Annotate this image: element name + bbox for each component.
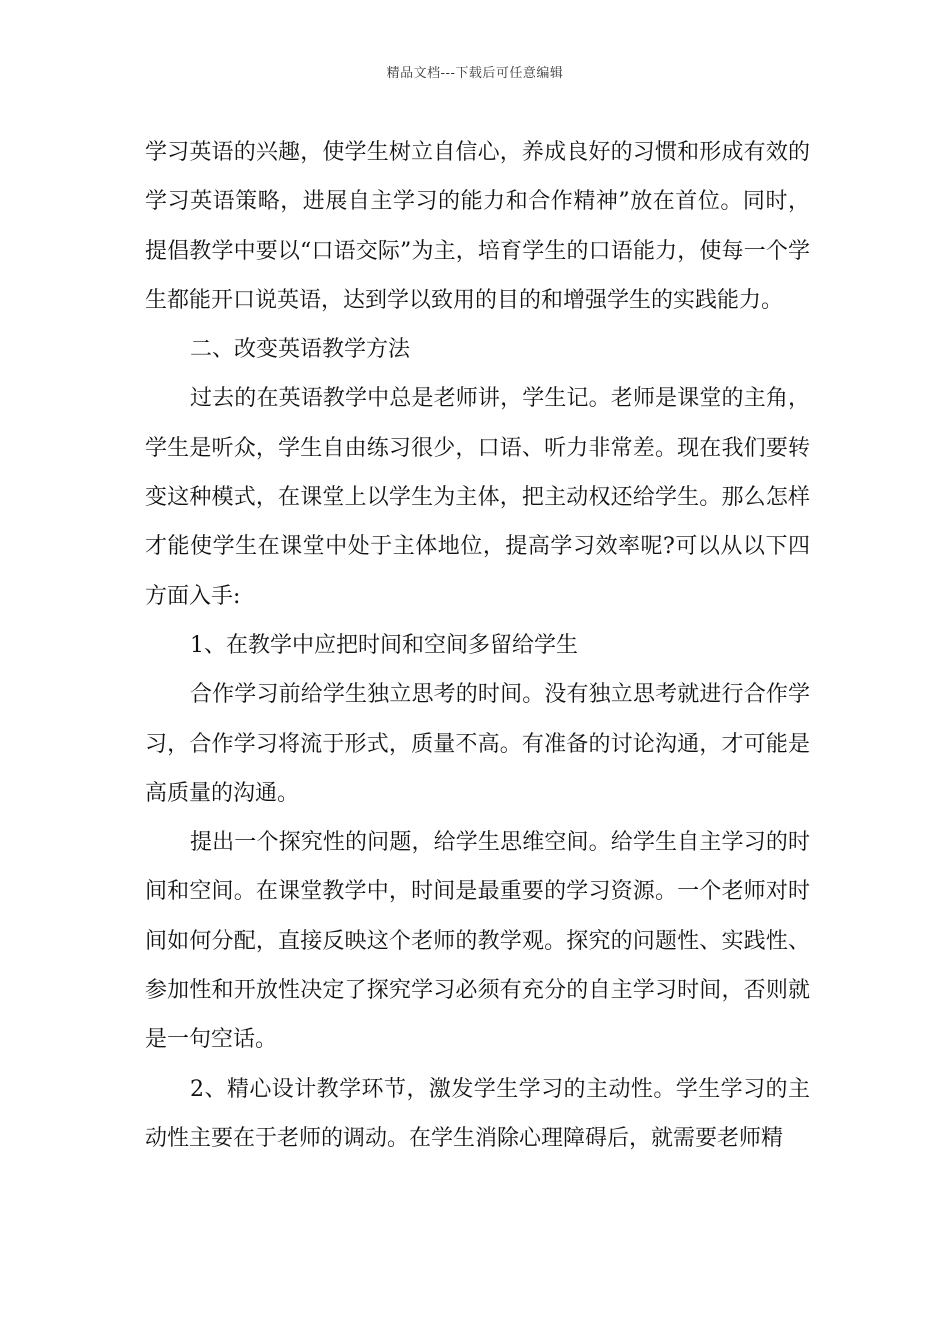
- paragraph-independent-thinking: 合作学习前给学生独立思考的时间。没有独立思考就进行合作学习，合作学习将流于形式，质量不高。有准备的讨论沟通，才可能是高质量的沟通。: [145, 682, 810, 806]
- paragraph-past-teaching: 过去的在英语教学中总是老师讲，学生记。老师是课堂的主角，学生是听众，学生自由练习很少，口语、听力非常差。现在我们要转变这种模式，在课堂上以学生为主体，把主动权还给学生。那么怎样才能使学生在课堂中处于主体地位，提高学习效率呢?可以从以下四方面入手:: [145, 386, 810, 609]
- paragraph-intro-continued: 学习英语的兴趣，使学生树立自信心，养成良好的习惯和形成有效的学习英语策略，进展自主学习的能力和合作精神”放在首位。同时，提倡教学中要以“口语交际”为主，培育学生的口语能力，使每一个学生都能开口说英语，达到学以致用的目的和增强学生的实践能力。: [145, 140, 810, 313]
- subheading-teaching-design: 2、精心设计教学环节，激发学生学习的主动性。学生学习的主动性主要在于老师的调动。在学生消除心理障碍后，就需要老师精: [145, 1076, 810, 1151]
- page-header: 精品文档---下载后可任意编辑: [386, 66, 564, 81]
- body-text: [145, 128, 810, 1163]
- paragraph-inquiry-question: 提出一个探究性的问题，给学生思维空间。给学生自主学习的时间和空间。在课堂教学中，时间是最重要的学习资源。一个老师对时间如何分配，直接反映这个老师的教学观。探究的问题性、实践性、参加性和开放性决定了探究学习必须有充分的自主学习时间，否则就是一句空话。: [145, 830, 810, 1053]
- section-heading-teaching-method: 二、改变英语教学方法: [190, 337, 411, 363]
- subheading-time-and-space: 1、在教学中应把时间和空间多留给学生: [190, 632, 578, 658]
